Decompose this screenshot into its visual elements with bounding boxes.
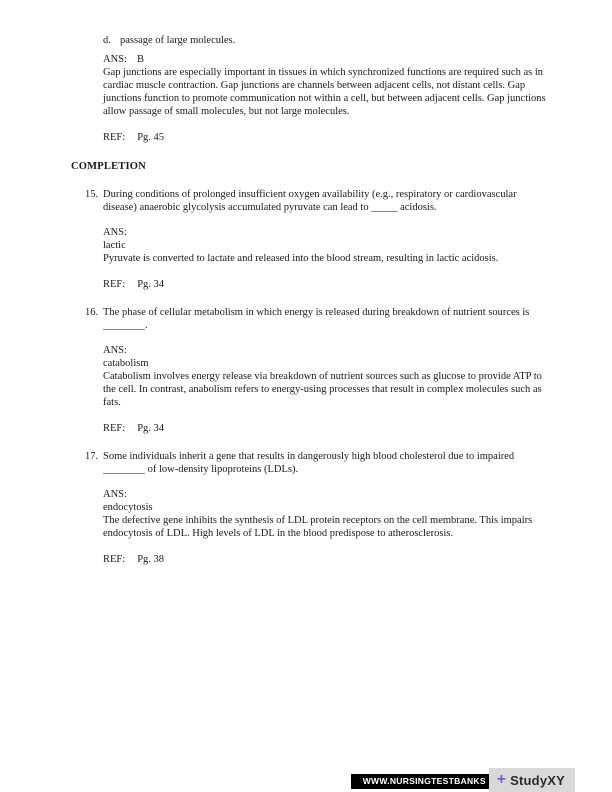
site-url: WWW.NURSINGTESTBANKS <box>351 774 489 789</box>
ref-label: REF: <box>103 279 126 290</box>
option-label: d. <box>103 35 111 46</box>
plus-icon: + <box>496 771 507 788</box>
ans-label: ANS: <box>103 54 127 65</box>
ref-page: Pg. 34 <box>137 279 165 290</box>
answer-line <box>103 53 550 66</box>
rationale-text: Catabolism involves energy release via breakdown of nutrient sources such as glucose to provide ATP to the cell. In contrast, anabolism refers to energy-using processes that result in complex molecules such as fats. <box>103 371 542 408</box>
ref-page: Pg. 38 <box>137 554 165 565</box>
question-16 <box>85 306 550 332</box>
answer-option-d <box>103 34 550 47</box>
ref-page: Pg. 45 <box>137 132 165 143</box>
ans-value: B <box>136 54 144 65</box>
ref-label: REF: <box>103 423 126 434</box>
answer-word: catabolism <box>103 358 149 369</box>
ref-page: Pg. 34 <box>137 423 165 434</box>
option-text: passage of large molecules. <box>120 35 236 46</box>
brand-name: StudyXY <box>510 772 565 788</box>
question-text: During conditions of prolonged insufficient oxygen availability (e.g., respiratory or cardiovascular disease) anaerobic glycolysis accumulated pyruvate can lead to _____ acidosis. <box>103 189 517 213</box>
ans-label: ANS: <box>103 345 127 356</box>
studyxy-logo <box>489 768 575 792</box>
question-text: Some individuals inherit a gene that results in dangerously high blood cholesterol due to impaired ________ of low-density lipoproteins (LDLs). <box>103 451 515 475</box>
question-number: 16. <box>85 307 99 318</box>
reference-line <box>103 422 550 435</box>
ref-label: REF: <box>103 132 126 143</box>
answer-word: lactic <box>103 240 126 251</box>
section-heading: COMPLETION <box>71 161 146 172</box>
answer-word: endocytosis <box>103 502 153 513</box>
question-number: 17. <box>85 451 99 462</box>
question-number: 15. <box>85 189 99 200</box>
ref-label: REF: <box>103 554 126 565</box>
question-text: The phase of cellular metabolism in which energy is released during breakdown of nutrient sources is ________. <box>103 307 530 331</box>
question-17 <box>85 450 550 476</box>
reference-line <box>103 131 550 144</box>
ans-label: ANS: <box>103 227 127 238</box>
question-15 <box>85 188 550 214</box>
ans-label: ANS: <box>103 489 127 500</box>
reference-line <box>103 278 550 291</box>
rationale-text: Gap junctions are especially important in tissues in which synchronized functions are required such as in cardiac muscle contraction. Gap junctions are channels between adjacent cells, not distant cells. Gap junctions function to promote communication not within a cell, but between adjacent cells. Gap junctions allow passage of small molecules, but not large molecules. <box>103 67 546 117</box>
footer-branding <box>351 768 575 792</box>
rationale-text: The defective gene inhibits the synthesis of LDL protein receptors on the cell membrane. This impairs endocytosis of LDL. High levels of LDL in the blood predispose to atherosclerosis. <box>103 515 533 539</box>
reference-line <box>103 553 550 566</box>
rationale-text: Pyruvate is converted to lactate and released into the blood stream, resulting in lactic acidosis. <box>103 253 499 264</box>
